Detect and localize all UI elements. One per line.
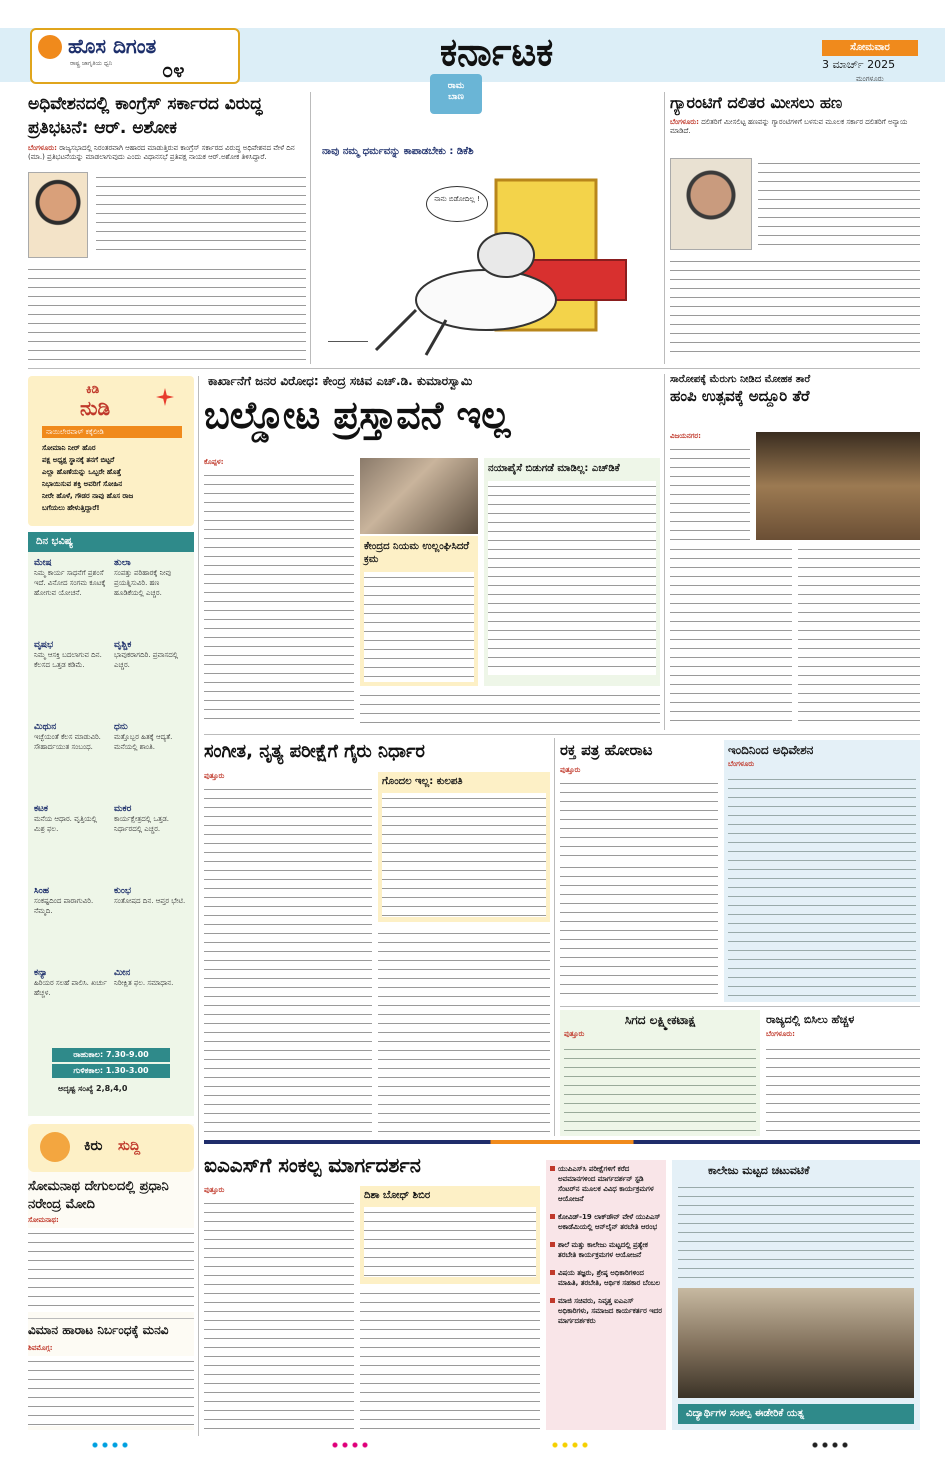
sign-name: ಕಟಕ	[34, 804, 48, 814]
highlight-text: ಯುಪಿಎಸ್‌ಸಿ ಪರೀಕ್ಷೆಗಳಿಗೆ ಕರೆದ ಅವಮಾನಗಳಿಂದ ಮಾರ್ಗದರ್ಶನ್ ಸ್ಟಡಿ ಸೆಂಟರ್‌ನ ಮೂಲಕ ವಿವಿಧ ಕಾರ್ಯಕ್ರಮಗಳ ಆಯೋಜನೆ	[558, 1165, 654, 1203]
dateline: ಪುತ್ತೂರು	[204, 772, 225, 780]
box-title: ಗೊಂದಲ ಇಲ್ಲ: ಕುಲಪತಿ	[382, 776, 463, 787]
box-text	[382, 793, 546, 917]
section-title: ಕರ್ನಾಟಕ	[440, 30, 554, 74]
rahu-kala: ರಾಹುಕಾಲ: 7.30-9.00	[52, 1048, 170, 1062]
story-lakshmi	[560, 1010, 760, 1136]
horoscope-sign	[114, 558, 188, 636]
story-ashoka	[28, 92, 306, 364]
horoscope-sign	[34, 722, 108, 800]
body-text	[360, 690, 660, 726]
body-text	[564, 1044, 756, 1132]
sub-text	[364, 572, 474, 682]
kirusuddi-box	[28, 1124, 194, 1430]
horoscope-sign	[114, 804, 188, 882]
headline: ಗ್ಯಾರಂಟಿಗೆ ದಲಿತರ ಮೀಸಲು ಹಣ	[670, 93, 843, 112]
body-text	[204, 1198, 354, 1430]
story-blood-letter	[560, 738, 718, 858]
figure-body	[416, 270, 556, 330]
horoscope-sign	[114, 640, 188, 718]
sign-name: ಮಕರ	[114, 804, 132, 814]
horoscope-title: ದಿನ ಭವಿಷ್ಯ	[28, 532, 194, 552]
sub-box	[484, 458, 660, 686]
tag-top: ರಾಮ	[447, 81, 465, 91]
story-music	[204, 738, 550, 1136]
sign-name: ಮೀನ	[114, 968, 131, 978]
headline: ರಕ್ತ ಪತ್ರ ಹೋರಾಟ	[560, 741, 653, 759]
highlight-item	[550, 1212, 662, 1232]
highlight-text: ವಿಷಯ ತಜ್ಞರು, ಶ್ರೇಷ್ಠ ಅಧಿಕಾರಿಗಳಿಂದ ಮಾಹಿತಿ, ತರಬೇತಿ, ಆರ್ಥಿಕ ಸಹಕಾರ ಬೆಂಬಲ	[558, 1269, 661, 1287]
highlights-list	[546, 1160, 666, 1430]
dateline: ಬೆಂಗಳೂರು:	[766, 1030, 795, 1038]
kidi-title-top: ಕಿಡಿ	[86, 382, 100, 396]
body-text	[798, 544, 920, 728]
highlight-item	[550, 1240, 662, 1260]
body-text	[670, 444, 750, 540]
edition-city: ಮಂಗಳೂರು	[856, 75, 884, 83]
highlight-text: ಕೋವಿಡ್-19 ಲಾಕ್‌ಡೌನ್ ವೇಳೆ ಯುಪಿಎಸ್ ಅಕಾಡೆಮಿಯಲ್ಲಿ ಆನ್‌ಲೈನ್ ತರಬೇತಿ ಆರಂಭ	[558, 1213, 661, 1231]
poem-line: ಬಗೆಯಲು ಹೇಳುತ್ತಿದ್ದಾರೆ!	[42, 504, 100, 512]
brief-headline: ವಿಮಾನ ಹಾರಾಟ ನಿರ್ಬಂಧಕ್ಕೆ ಮನವಿ	[28, 1323, 169, 1337]
body-text	[360, 1288, 540, 1430]
gulika-kala: ಗುಳಿಕಕಾಲ: 1.30-3.00	[52, 1064, 170, 1078]
sign-text: ಸಂಪತ್ತು ಪರಿಹಾರಕ್ಕೆ ನೀವು ಪ್ರಯತ್ನಿಸುವಿರಿ. ಹಣ ಹೂಡಿಕೆಯಲ್ಲಿ ಎಚ್ಚರ.	[114, 569, 172, 597]
bullet-icon	[550, 1242, 555, 1247]
sign-name: ವೃಶ್ಚಿಕ	[114, 640, 132, 650]
body-text	[728, 774, 916, 998]
body-text	[96, 172, 306, 258]
group-photo	[678, 1288, 914, 1398]
body-text	[670, 256, 920, 360]
sign-text: ನಿಮ್ಮ ಆಸಕ್ತಿ ಬದಲಾಗುವ ದಿನ. ಕೆಲಸದ ಒತ್ತಡ ಕಡಿಮೆ.	[34, 651, 102, 669]
headline: ಹಂಪಿ ಉತ್ಸವಕ್ಕೆ ಅದ್ದೂರಿ ತೆರೆ	[670, 387, 810, 405]
workshop-box	[360, 1186, 540, 1284]
body-text	[28, 264, 306, 360]
poem-line: ನಿಭಾಯಿಸುವ ಶಕ್ತಿ ಅವರಿಗೆ ಸೋಹಿನ	[42, 480, 123, 488]
horoscope-sign	[34, 558, 108, 636]
sign-text: ಕಾರ್ಯಕ್ಷೇತ್ರದಲ್ಲಿ ಒತ್ತಡ. ನಿರ್ಧಾರದಲ್ಲಿ ಎಚ್ಚರ.	[114, 815, 170, 833]
section-divider	[204, 1140, 920, 1144]
dateline: ಬೆಂಗಳೂರು:	[670, 118, 699, 126]
dateline: ಕೊಪ್ಪಳ:	[204, 458, 224, 466]
lead-text: ರಾಜ್ಯಸಭಾದಲ್ಲಿ ನಿರಂತರವಾಗಿ ಆಹಾರದ ಮಾಡುತ್ತಿರುವ ಕಾಂಗ್ರೆಸ್ ಸರ್ಕಾರದ ವಿರುದ್ಧ ಅಧಿವೇಶನದ ವೇಳೆ ದಿನ (ಮಾ.) ಪ್ರತಿಭಟನೆಯನ್ನು ಮಾಡಲಾಗುವುದು ಎಂದು ವಿಧಾನಸಭೆ ಪ್ರತಿಪಕ್ಷ ನಾಯಕ ಆರ್.ಅಶೋಕ ತಿಳಿಸಿದ್ದಾರೆ.	[28, 144, 295, 161]
hand-icon	[40, 1132, 70, 1162]
lucky-number: ಅದೃಷ್ಟ ಸಂಖ್ಯೆ 2,8,4,0	[58, 1084, 128, 1093]
sign-text: ಹಿರಿಯರ ಸಲಹೆ ಪಾಲಿಸಿ. ಖರ್ಚು ಹೆಚ್ಚಳ.	[34, 979, 107, 997]
horoscope-grid	[28, 552, 194, 1052]
highlight-text: ಶಾಲೆ ಮತ್ತು ಕಾಲೇಜು ಮಟ್ಟದಲ್ಲಿ ಪ್ರತ್ಯೇಕ ತರಬೇತಿ ಕಾರ್ಯಕ್ರಮಗಳ ಆಯೋಜನೆ	[558, 1241, 648, 1259]
dateline: ವಿಜಯನಗರ:	[670, 432, 701, 440]
horoscope-sign	[114, 886, 188, 964]
photo-caption: ವಿದ್ಯಾರ್ಥಿಗಳ ಸಂಕಲ್ಪ ಈಡೇರಿಕೆ ಯತ್ನ	[678, 1404, 914, 1424]
body-text	[670, 544, 792, 728]
cartoon-illustration	[356, 160, 646, 360]
highlight-text: ಮಾಜಿ ಸಚಿವರು, ನಿವೃತ್ತ ಐಎಎಸ್ ಅಧಿಕಾರಿಗಳು, ಸಮಾಜದ ಕಾರ್ಯಕರ್ತರ ಇದರ ಮಾರ್ಗದರ್ಶಕರು	[558, 1297, 663, 1325]
highlight-item	[550, 1268, 662, 1288]
box-title: ದಿಶಾ ಬೋಧ್ ಶಿಬಿರ	[364, 1190, 431, 1201]
speech-bubble	[426, 186, 488, 222]
box-text	[364, 1207, 536, 1277]
horoscope-box	[28, 532, 194, 1116]
dateline: ಬೆಂಗಳೂರು:	[28, 144, 57, 152]
brief-text	[28, 1356, 194, 1426]
brief-text	[28, 1228, 194, 1312]
kidi-poem	[42, 442, 188, 514]
kirusuddi-title-top: ಕಿರು	[84, 1138, 103, 1154]
horoscope-sign	[114, 968, 188, 1046]
bullet-icon	[550, 1166, 555, 1171]
sign-text: ನಿಮ್ಮ ಕಾರ್ಯ ಸಾಧನೆಗೆ ಪ್ರಶಂಸೆ ಇದೆ. ವಿನೋದ ಸಂಗಮ ಕೂಟಕ್ಕೆ ಹೋಗುವ ಯೋಚನೆ.	[34, 569, 106, 597]
headline: ಬಲ್ಡೋಟ ಪ್ರಸ್ತಾವನೆ ಇಲ್ಲ	[204, 393, 511, 437]
clarification-box	[378, 772, 550, 922]
body-text	[766, 1044, 920, 1134]
bullet-icon	[550, 1298, 555, 1303]
kirusuddi-title: ಸುದ್ದಿ	[118, 1138, 141, 1154]
hampi-photo	[756, 432, 920, 540]
brief-headline: ಸೋಮನಾಥ ದೇಗುಲದಲ್ಲಿ ಪ್ರಧಾನಿ ನರೇಂದ್ರ ಮೋದಿ	[28, 1179, 169, 1212]
kicker: ಕಾರ್ಖಾನೆಗೆ ಜನರ ವಿರೋಧ: ಕೇಂದ್ರ ಸಚಿವ ಎಚ್.ಡಿ. ಕುಮಾರಸ್ವಾಮಿ	[208, 374, 473, 388]
story-ias	[204, 1150, 920, 1434]
story-guarantee	[670, 92, 920, 364]
headline: ಇಂದಿನಿಂದ ಅಧಿವೇಶನ	[728, 743, 814, 757]
kidi-author: ನಾಯಿಲೇರವಾಳ್ ಕಕ್ಕೆಲೀಡಿ	[42, 426, 182, 438]
sign-name: ಸಿಂಹ	[34, 886, 50, 896]
sign-text: ಮನೆಯ ಆಧಾರ. ವೃತ್ತಿಯಲ್ಲಿ ಮಿಶ್ರ ಫಲ.	[34, 815, 97, 833]
headline: ರಾಜ್ಯದಲ್ಲಿ ಬಿಸಿಲು ಹೆಚ್ಚಳ	[766, 1013, 855, 1026]
sign-text: ನಿರೀಕ್ಷಿತ ಫಲ. ಸಮಾಧಾನ.	[114, 979, 174, 987]
body-text	[758, 158, 920, 250]
figure-head	[478, 233, 534, 277]
sub-box	[360, 536, 478, 686]
poem-line: ನೀರೇ ಹೊಳೆ, ಗೌಡರ ನಾವು ಹೊಸ ರಾಜ	[42, 492, 134, 500]
horoscope-sign	[34, 804, 108, 882]
brief-dateline: ಸೋಮನಾಥ:	[28, 1216, 59, 1224]
poem-line: ಪಕ್ಷ ಅಧ್ಯಕ್ಷ ಸ್ಥಾನಕ್ಕೆ ತನಗೆ ಬಿಟ್ಟರೆ	[42, 456, 115, 464]
kidi-title: ನುಡಿ	[80, 396, 111, 420]
horoscope-sign	[34, 886, 108, 964]
body-text	[204, 784, 372, 1132]
box-title: ಕಾಲೇಜು ಮಟ್ಟದ ಚಟುವಟಿಕೆ	[708, 1164, 810, 1177]
horoscope-sign	[34, 968, 108, 1046]
day-badge: ಸೋಮವಾರ	[822, 40, 918, 56]
sign-name: ಧನು	[114, 722, 128, 732]
body-text	[204, 470, 354, 726]
poem-line: ಎಲ್ಲಾ ಹೊಣೆಯನ್ನು ಒಬ್ಬರೇ ಹೊತ್ತೆ	[42, 468, 122, 476]
story-hampi	[670, 374, 920, 730]
body-text	[560, 778, 718, 858]
logo-tagline: ರಾಷ್ಟ್ರ ಜಾಗೃತಿಯ ಧ್ವನಿ	[70, 60, 113, 67]
body-text	[560, 862, 718, 1002]
kicker: ಸಾರೋಪಕ್ಕೆ ಮೆರುಗು ನೀಡಿದ ಮೋಹಕ ತಾರೆ	[670, 374, 811, 385]
dateline: ಪುತ್ತೂರು	[564, 1030, 585, 1038]
logo-block	[30, 28, 240, 84]
highlight-item	[550, 1164, 662, 1204]
logo-text: ಹೊಸ ದಿಗಂತ	[68, 34, 157, 58]
sign-name: ತುಲಾ	[114, 558, 131, 568]
sign-name: ವೃಷಭ	[34, 640, 54, 650]
sign-text: ಭಾವುಕರಾಗದಿರಿ. ಪ್ರವಾಸದಲ್ಲಿ ಎಚ್ಚರ.	[114, 651, 179, 669]
cartoonist-signature	[328, 334, 368, 342]
box-text	[678, 1182, 914, 1282]
lead-text: ದಲಿತರಿಗೆ ಮೀಸಲಿಟ್ಟ ಹಣವನ್ನು ಗ್ಯಾರಂಟಿಗಳಿಗೆ ಬಳಸುವ ಮೂಲಕ ಸರ್ಕಾರ ದಲಿತರಿಗೆ ಅನ್ಯಾಯ ಮಾಡಿದೆ.	[670, 118, 908, 135]
story-heat	[766, 1010, 920, 1136]
sign-name: ಮಿಥುನ	[34, 722, 57, 732]
headline: ಸಿಗದ ಲಕ್ಷ್ಮೀಕಟಾಕ್ಷ	[624, 1013, 696, 1027]
story-session	[724, 740, 920, 1002]
page-number: ೦೪	[162, 58, 185, 82]
headline: ಅಧಿವೇಶನದಲ್ಲಿ ಕಾಂಗ್ರೆಸ್ ಸರ್ಕಾರದ ವಿರುದ್ಧ ಪ್ರತಿಭಟನೆ: ಆರ್. ಅಶೋಕ	[28, 94, 263, 138]
sub-text	[488, 481, 656, 675]
sign-text: ಸಂಕಷ್ಟದಿಂದ ಪಾರಾಗುವಿರಿ. ನೆಮ್ಮದಿ.	[34, 897, 94, 915]
bullet-icon	[550, 1270, 555, 1275]
rama-bana-tag	[430, 74, 482, 114]
sign-text: ಇಚ್ಛೆಯಂತೆ ಕೆಲಸ ಮಾಡುವಿರಿ. ಸೌಹಾರ್ದಯುತ ಸಂಬಂಧ.	[34, 733, 101, 751]
bullet-icon	[550, 1214, 555, 1219]
bubble-text: ನಾನು ಬಿಡೋದಿಲ್ಲ !	[434, 195, 480, 203]
dateline: ಪುತ್ತೂರು	[560, 766, 581, 774]
sign-name: ಕನ್ಯಾ	[34, 968, 48, 978]
dateline: ಬೆಂಗಳೂರು	[728, 760, 755, 768]
kidi-nudi-box	[28, 376, 194, 526]
highlight-item	[550, 1296, 662, 1326]
sub-title: ನಯಾಪೈಸೆ ಬಿಡುಗಡೆ ಮಾಡಿಲ್ಲ: ಎಚ್‌ಡಿಕೆ	[488, 463, 620, 474]
portrait-ashoka	[28, 172, 88, 258]
tag-bottom: ಬಾಣ	[448, 92, 464, 102]
brief-dateline: ಶಿವಮೊಗ್ಗ:	[28, 1344, 53, 1352]
flame-icon	[38, 35, 62, 59]
sign-name: ಕುಂಭ	[114, 886, 132, 896]
college-box	[672, 1160, 920, 1430]
poem-line: ಸೋಮಾನಿ ನೀರ್ ಹೊರ	[42, 444, 96, 452]
headline: ಐಎಎಸ್‌ಗೆ ಸಂಕಲ್ಪ ಮಾರ್ಗದರ್ಶನ	[204, 1153, 421, 1177]
issue-date: 3 ಮಾರ್ಚ್ 2025	[822, 58, 896, 71]
horoscope-sign	[114, 722, 188, 800]
sub-title: ಕೇಂದ್ರದ ನಿಯಮ ಉಲ್ಲಂಘಿಸಿದರೆ ಕ್ರಮ	[364, 541, 469, 565]
spark-icon	[156, 388, 174, 406]
cartoon-panel	[316, 81, 660, 364]
kirusuddi-header	[28, 1124, 194, 1172]
cartoon-caption: ನಾವು ನಮ್ಮ ಧರ್ಮವನ್ನು ಕಾಪಾಡಬೇಕು : ಡಿಕೆಶಿ	[322, 146, 474, 157]
horoscope-sign	[34, 640, 108, 718]
press-photo	[360, 458, 478, 534]
lead-story	[204, 374, 660, 730]
sign-name: ಮೇಷ	[34, 558, 52, 568]
body-text	[378, 928, 550, 1132]
registration-marks	[90, 1442, 850, 1452]
portrait-author	[670, 158, 752, 250]
sign-text: ಮತ್ತೊಬ್ಬರ ಹಿತಕ್ಕೆ ಆದ್ಯತೆ. ಮನೆಯಲ್ಲಿ ಶಾಂತಿ.	[114, 733, 173, 751]
sign-text: ಸಂತೋಷದ ದಿನ. ಆಪ್ತರ ಭೇಟಿ.	[114, 897, 186, 905]
dateline: ಪುತ್ತೂರು	[204, 1186, 225, 1194]
headline: ಸಂಗೀತ, ನೃತ್ಯ ಪರೀಕ್ಷೆಗೆ ಗೈರು ನಿರ್ಧಾರ	[204, 741, 425, 762]
